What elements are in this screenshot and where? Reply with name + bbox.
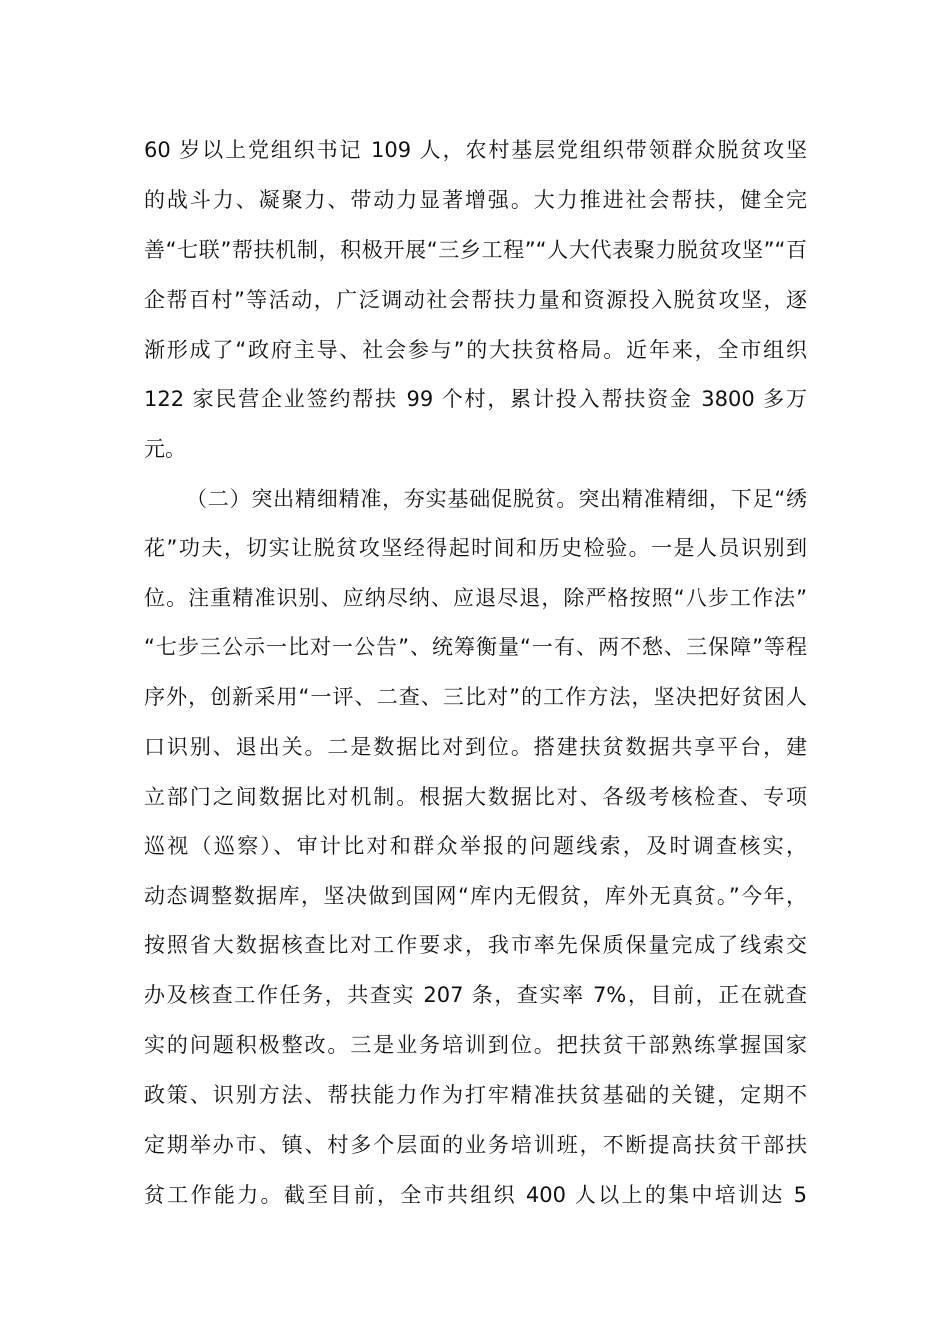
text-line: 位。注重精准识别、应纳尽纳、应退尽退，除严格按照“八步工作法” xyxy=(144,586,807,610)
text-line: 按照省大数据核查比对工作要求，我市率先保质保量完成了线索交 xyxy=(144,933,807,957)
text-line: 贫工作能力。截至目前，全市共组织 400 人以上的集中培训达 5 xyxy=(144,1183,807,1207)
text-line: 企帮百村”等活动，广泛调动社会帮扶力量和资源投入脱贫攻坚，逐 xyxy=(144,288,807,312)
text-line: 政策、识别方法、帮扶能力作为打牢精准扶贫基础的关键，定期不 xyxy=(144,1083,807,1107)
text-line: 序外，创新采用“一评、二查、三比对”的工作方法，坚决把好贫困人 xyxy=(144,685,807,709)
text-line: 的战斗力、凝聚力、带动力显著增强。大力推进社会帮扶，健全完 xyxy=(144,188,807,212)
text-line: 花”功夫，切实让脱贫攻坚经得起时间和历史检验。一是人员识别到 xyxy=(144,536,807,560)
text-line: 渐形成了“政府主导、社会参与”的大扶贫格局。近年来，全市组织 xyxy=(144,338,807,362)
text-line: 定期举办市、镇、村多个层面的业务培训班，不断提高扶贫干部扶 xyxy=(144,1133,807,1157)
text-line: 立部门之间数据比对机制。根据大数据比对、各级考核检查、专项 xyxy=(144,785,807,809)
text-line: 实的问题积极整改。三是业务培训到位。把扶贫干部熟练掌握国家 xyxy=(144,1033,807,1057)
paragraph-heading-line: （二）突出精细精准，夯实基础促脱贫。突出精准精细，下足“绣 xyxy=(186,487,807,511)
text-line: 122 家民营企业签约帮扶 99 个村，累计投入帮扶资金 3800 多万 xyxy=(144,387,807,411)
text-line: 60 岁以上党组织书记 109 人，农村基层党组织带领群众脱贫攻坚 xyxy=(144,138,807,162)
text-line: 善“七联”帮扶机制，积极开展“三乡工程”“人大代表聚力脱贫攻坚”“百 xyxy=(144,238,807,262)
text-line: 动态调整数据库，坚决做到国网“库内无假贫，库外无真贫。”今年， xyxy=(144,884,807,908)
text-line: “七步三公示一比对一公告”、统筹衡量“一有、两不愁、三保障”等程 xyxy=(144,635,807,659)
text-line: 巡视（巡察）、审计比对和群众举报的问题线索，及时调查核实， xyxy=(144,834,807,858)
text-line: 办及核查工作任务，共查实 207 条，查实率 7%，目前，正在就查 xyxy=(144,983,807,1007)
text-line: 口识别、退出关。二是数据比对到位。搭建扶贫数据共享平台，建 xyxy=(144,735,807,759)
text-line: 元。 xyxy=(144,437,186,461)
